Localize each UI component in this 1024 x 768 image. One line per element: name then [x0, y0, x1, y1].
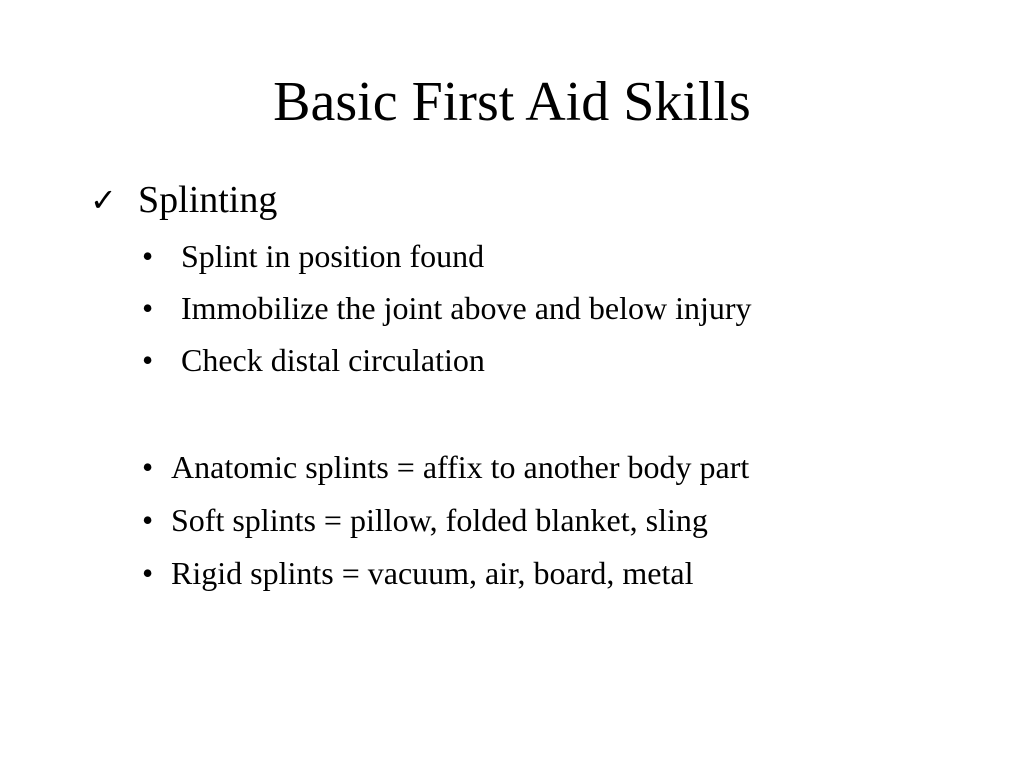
list-item-text: Immobilize the joint above and below injury [181, 290, 752, 326]
splinting-steps-list [136, 232, 752, 388]
list-item [136, 336, 752, 388]
list-item-text: Soft splints = pillow, folded blanket, sling [171, 502, 708, 538]
bullet-icon: • [142, 502, 154, 538]
list-item [136, 284, 752, 336]
list-item [136, 232, 752, 284]
checkmark-icon: ✓ [90, 182, 117, 218]
list-item-text: Rigid splints = vacuum, air, board, metal [171, 555, 694, 591]
list-item-text: Check distal circulation [181, 342, 485, 378]
bullet-icon: • [142, 449, 154, 485]
bullet-icon: • [142, 290, 154, 326]
bullet-icon: • [142, 238, 154, 274]
list-item-text: Splint in position found [181, 238, 485, 274]
list-item [140, 496, 749, 549]
main-item-splinting [90, 174, 277, 226]
bullet-icon: • [142, 555, 154, 591]
list-item [140, 443, 749, 496]
main-item-label: Splinting [138, 179, 278, 221]
list-item [140, 549, 749, 602]
slide-title: Basic First Aid Skills [273, 71, 751, 133]
bullet-icon: • [142, 342, 154, 378]
splint-types-list [140, 443, 749, 602]
list-item-text: Anatomic splints = affix to another body part [171, 449, 750, 485]
